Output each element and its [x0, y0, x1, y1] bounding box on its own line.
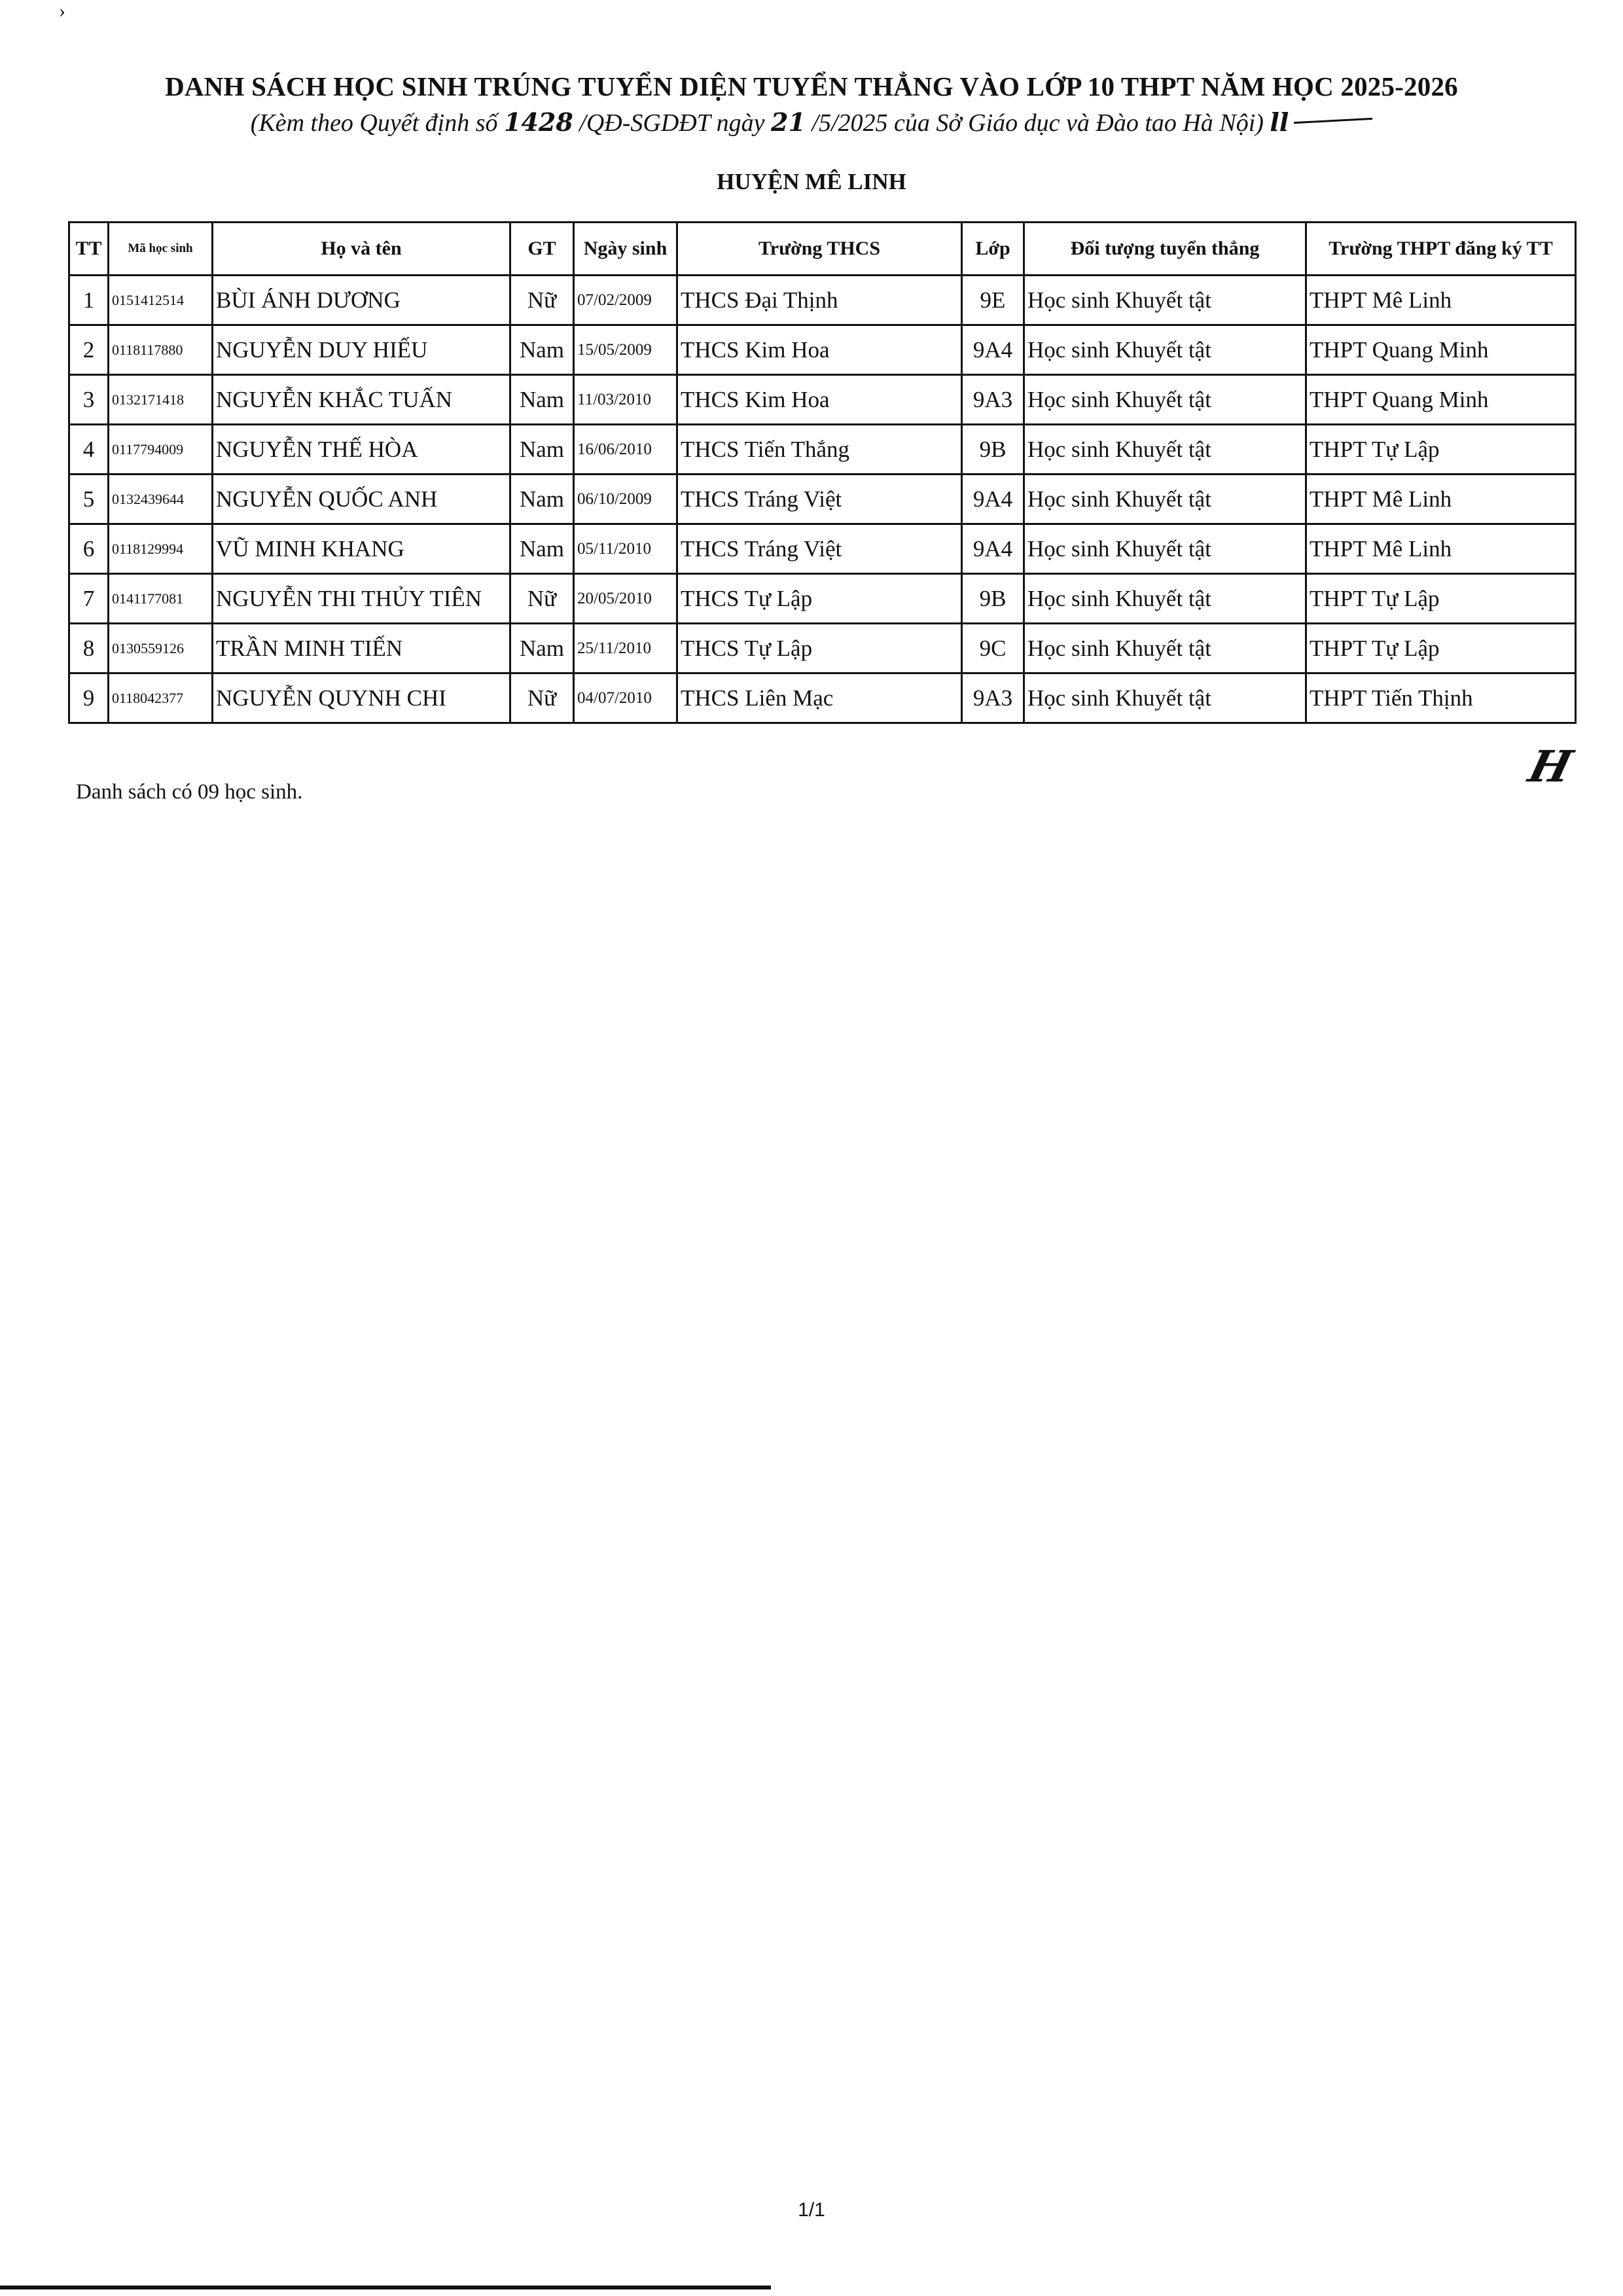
cell-admission-category: Học sinh Khuyết tật: [1024, 325, 1306, 375]
decision-day: 21: [771, 107, 806, 137]
table-row: [69, 624, 1576, 673]
column-header-admission-category: Đối tượng tuyển thẳng: [1024, 223, 1306, 276]
cell-birth-date: 20/05/2010: [574, 574, 677, 624]
column-header-tt: TT: [69, 223, 109, 276]
cell-secondary-school: THCS Tráng Việt: [677, 524, 962, 574]
cell-full-name: BÙI ÁNH DƯƠNG: [213, 276, 510, 325]
bottom-rule: [0, 2286, 771, 2289]
decision-number: 1428: [504, 107, 573, 137]
cell-gender: Nam: [510, 475, 574, 524]
column-header-high-school: Trường THPT đăng ký TT: [1306, 223, 1576, 276]
cell-student-id: 0118129994: [109, 524, 213, 574]
cell-high-school: THPT Mê Linh: [1306, 524, 1576, 574]
cell-admission-category: Học sinh Khuyết tật: [1024, 475, 1306, 524]
cell-gender: Nữ: [510, 276, 574, 325]
cell-gender: Nam: [510, 524, 574, 574]
cell-tt: 7: [69, 574, 109, 624]
cell-birth-date: 16/06/2010: [574, 425, 677, 475]
cell-secondary-school: THCS Liên Mạc: [677, 673, 962, 723]
document-subtitle: [0, 107, 1623, 137]
cell-student-id: 0118117880: [109, 325, 213, 375]
cell-tt: 6: [69, 524, 109, 574]
cell-secondary-school: THCS Kim Hoa: [677, 375, 962, 425]
column-header-full-name: Họ và tên: [213, 223, 510, 276]
cell-full-name: NGUYỄN KHẮC TUẤN: [213, 375, 510, 425]
cell-high-school: THPT Tự Lập: [1306, 574, 1576, 624]
cell-tt: 9: [69, 673, 109, 723]
cell-tt: 4: [69, 425, 109, 475]
cell-gender: Nam: [510, 325, 574, 375]
cell-admission-category: Học sinh Khuyết tật: [1024, 673, 1306, 723]
page-number: 1/1: [798, 2199, 825, 2221]
cell-high-school: THPT Mê Linh: [1306, 276, 1576, 325]
cell-admission-category: Học sinh Khuyết tật: [1024, 425, 1306, 475]
cell-class: 9B: [962, 425, 1024, 475]
table-row: [69, 673, 1576, 723]
document-title: DANH SÁCH HỌC SINH TRÚNG TUYỂN DIỆN TUYỂN THẲNG VÀO LỚP 10 THPT NĂM HỌC 2025-2026: [165, 71, 1458, 101]
cell-high-school: THPT Quang Minh: [1306, 375, 1576, 425]
cell-class: 9A4: [962, 325, 1024, 375]
cell-full-name: TRẦN MINH TIẾN: [213, 624, 510, 673]
cell-student-id: 0132171418: [109, 375, 213, 425]
summary-text: Danh sách có 09 học sinh.: [76, 780, 303, 804]
cell-tt: 2: [69, 325, 109, 375]
cell-full-name: NGUYỄN DUY HIẾU: [213, 325, 510, 375]
cell-gender: Nam: [510, 425, 574, 475]
cell-full-name: VŨ MINH KHANG: [213, 524, 510, 574]
table-row: [69, 425, 1576, 475]
cell-gender: Nữ: [510, 574, 574, 624]
cell-gender: Nam: [510, 624, 574, 673]
cell-student-id: 0141177081: [109, 574, 213, 624]
cell-birth-date: 05/11/2010: [574, 524, 677, 574]
cell-student-id: 0151412514: [109, 276, 213, 325]
cell-class: 9E: [962, 276, 1024, 325]
cell-class: 9A4: [962, 524, 1024, 574]
cell-tt: 1: [69, 276, 109, 325]
column-header-secondary-school: Trường THCS: [677, 223, 962, 276]
table-row: [69, 475, 1576, 524]
cell-full-name: NGUYỄN THI THỦY TIÊN: [213, 574, 510, 624]
table-body: [69, 276, 1576, 723]
subtitle-prefix: (Kèm theo Quyết định số: [250, 109, 505, 137]
subtitle-suffix: /5/2025 của Sở Giáo dục và Đào tao Hà Nội): [805, 109, 1264, 137]
signature-stroke: [1294, 118, 1372, 124]
cell-birth-date: 04/07/2010: [574, 673, 677, 723]
cell-tt: 3: [69, 375, 109, 425]
cell-birth-date: 25/11/2010: [574, 624, 677, 673]
student-table: [68, 221, 1577, 724]
cell-high-school: THPT Quang Minh: [1306, 325, 1576, 375]
cell-secondary-school: THCS Tự Lập: [677, 624, 962, 673]
column-header-class: Lớp: [962, 223, 1024, 276]
cell-secondary-school: THCS Kim Hoa: [677, 325, 962, 375]
cell-high-school: THPT Tự Lập: [1306, 425, 1576, 475]
column-header-gender: GT: [510, 223, 574, 276]
cell-birth-date: 07/02/2009: [574, 276, 677, 325]
table-row: [69, 375, 1576, 425]
handwritten-initials: H: [1524, 741, 1578, 792]
cell-admission-category: Học sinh Khuyết tật: [1024, 375, 1306, 425]
cell-secondary-school: THCS Tự Lập: [677, 574, 962, 624]
table-row: [69, 574, 1576, 624]
cell-student-id: 0117794009: [109, 425, 213, 475]
cell-secondary-school: THCS Đại Thịnh: [677, 276, 962, 325]
subtitle-middle: /QĐ-SGDĐT ngày: [573, 109, 772, 137]
cell-full-name: NGUYỄN QUYNH CHI: [213, 673, 510, 723]
cell-full-name: NGUYỄN QUỐC ANH: [213, 475, 510, 524]
cell-secondary-school: THCS Tiến Thắng: [677, 425, 962, 475]
cell-class: 9B: [962, 574, 1024, 624]
cell-full-name: NGUYỄN THẾ HÒA: [213, 425, 510, 475]
cell-admission-category: Học sinh Khuyết tật: [1024, 276, 1306, 325]
cell-birth-date: 06/10/2009: [574, 475, 677, 524]
table-row: [69, 325, 1576, 375]
cell-class: 9A3: [962, 673, 1024, 723]
cell-birth-date: 15/05/2009: [574, 325, 677, 375]
column-header-student-id: Mã học sinh: [109, 223, 213, 276]
cell-student-id: 0130559126: [109, 624, 213, 673]
district-heading: HUYỆN MÊ LINH: [717, 169, 906, 194]
cell-admission-category: Học sinh Khuyết tật: [1024, 574, 1306, 624]
cell-admission-category: Học sinh Khuyết tật: [1024, 524, 1306, 574]
table-header-row: [69, 223, 1576, 276]
cell-gender: Nam: [510, 375, 574, 425]
cell-high-school: THPT Tự Lập: [1306, 624, 1576, 673]
cell-admission-category: Học sinh Khuyết tật: [1024, 624, 1306, 673]
cell-high-school: THPT Tiến Thịnh: [1306, 673, 1576, 723]
cell-student-id: 0118042377: [109, 673, 213, 723]
cell-class: 9C: [962, 624, 1024, 673]
cell-class: 9A4: [962, 475, 1024, 524]
cell-class: 9A3: [962, 375, 1024, 425]
table-row: [69, 276, 1576, 325]
cell-student-id: 0132439644: [109, 475, 213, 524]
table-row: [69, 524, 1576, 574]
cell-tt: 8: [69, 624, 109, 673]
cell-gender: Nữ: [510, 673, 574, 723]
cell-high-school: THPT Mê Linh: [1306, 475, 1576, 524]
cell-tt: 5: [69, 475, 109, 524]
signature-mark: ll: [1270, 107, 1289, 137]
cell-secondary-school: THCS Tráng Việt: [677, 475, 962, 524]
cell-birth-date: 11/03/2010: [574, 375, 677, 425]
column-header-birth-date: Ngày sinh: [574, 223, 677, 276]
margin-tick-mark: ›: [59, 0, 65, 22]
